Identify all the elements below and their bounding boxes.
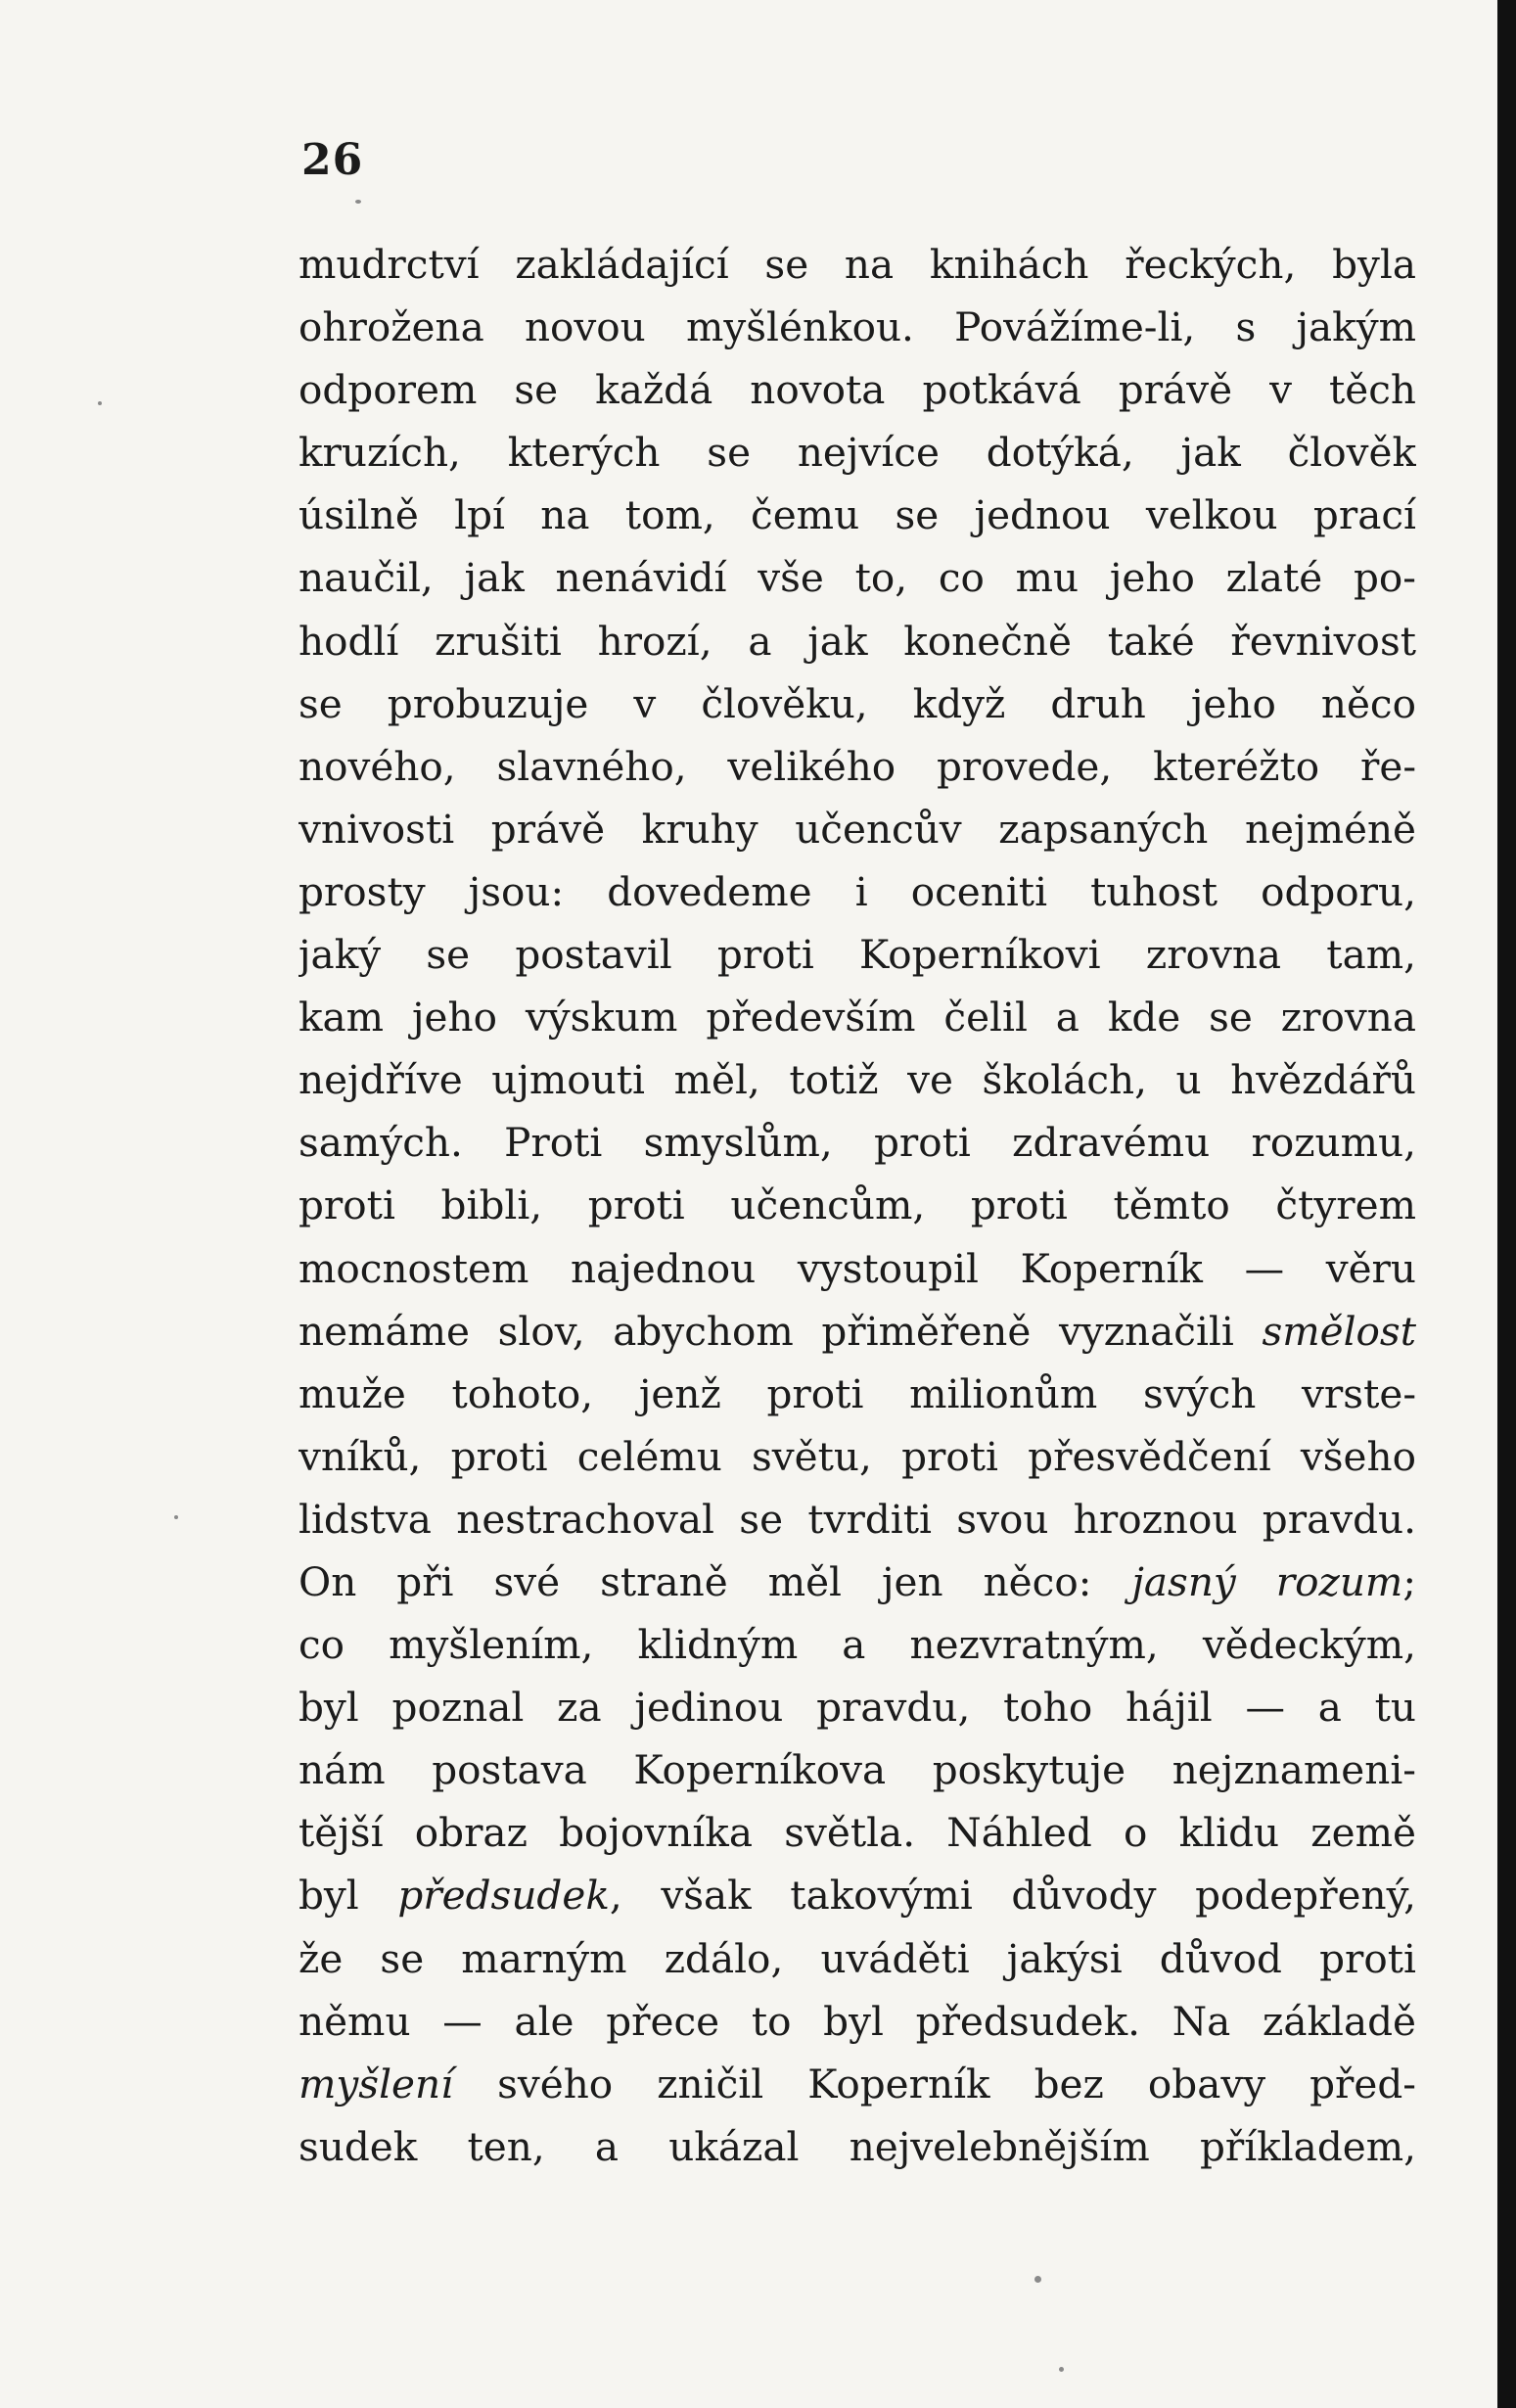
- text-line: [299, 421, 1416, 484]
- text-run: , však takovými důvody podepřený,: [609, 1872, 1416, 1920]
- paper-speck: [98, 401, 102, 405]
- text-run: odporem se každá novota potkává právě v těch: [299, 366, 1416, 414]
- text-line: [299, 233, 1416, 296]
- text-line: [299, 2053, 1416, 2115]
- text-line: [299, 1488, 1416, 1551]
- page-number: 26: [301, 135, 364, 185]
- text-run: sudek ten, a ukázal nejvelebnějším příkladem,: [299, 2122, 1416, 2170]
- italic-emphasis: smělost: [1262, 1307, 1416, 1355]
- text-line: [299, 1801, 1416, 1864]
- text-run: tější obraz bojovníka světla. Náhled o klidu země: [299, 1809, 1416, 1857]
- paper-speck: [174, 1515, 178, 1519]
- text-line: [299, 923, 1416, 986]
- text-line: [299, 1927, 1416, 1990]
- text-run: muže tohoto, jenž proti milionům svých vrste-: [299, 1369, 1416, 1417]
- text-line: [299, 1613, 1416, 1676]
- text-line: [299, 798, 1416, 860]
- body-text: [299, 233, 1416, 2178]
- text-line: [299, 1300, 1416, 1363]
- text-run: prosty jsou: dovedeme i oceniti tuhost odporu,: [299, 867, 1416, 915]
- text-run: mudrctví zakládající se na knihách řeckých, byla: [299, 241, 1416, 288]
- text-run: samých. Proti smyslům, proti zdravému rozumu,: [299, 1119, 1416, 1167]
- paper-speck: [1059, 2367, 1064, 2372]
- italic-emphasis: jasný rozum: [1131, 1557, 1403, 1605]
- text-run: nejdříve ujmouti měl, totiž ve školách, u hvězdářů: [299, 1056, 1416, 1104]
- text-line: [299, 860, 1416, 923]
- text-run: lidstva nestrachoval se tvrditi svou hroznou pravdu.: [299, 1495, 1416, 1543]
- text-run: úsilně lpí na tom, čemu se jednou velkou prací: [299, 491, 1416, 539]
- text-line: [299, 1864, 1416, 1926]
- text-run: naučil, jak nenávidí vše to, co mu jeho zlaté po-: [299, 554, 1416, 602]
- text-run: kruzích, kterých se nejvíce dotýká, jak člověk: [299, 429, 1416, 477]
- text-run: hodlí zrušiti hrozí, a jak konečně také řevnivost: [299, 617, 1416, 665]
- text-run: co myšlením, klidným a nezvratným, vědeckým,: [299, 1621, 1416, 1669]
- text-run: mocnostem najednou vystoupil Koperník — věru: [299, 1244, 1416, 1292]
- text-run: že se marným zdálo, uváděti jakýsi důvod proti: [299, 1934, 1416, 1982]
- text-run: ;: [1402, 1557, 1416, 1605]
- text-line: [299, 1174, 1416, 1236]
- text-line: [299, 1990, 1416, 2053]
- text-line: [299, 546, 1416, 609]
- text-line: [299, 2115, 1416, 2178]
- paper-speck: [355, 200, 361, 204]
- text-line: [299, 1738, 1416, 1801]
- text-run: On při své straně měl jen něco:: [299, 1557, 1132, 1605]
- text-line: [299, 1425, 1416, 1488]
- text-line: [299, 1048, 1416, 1111]
- text-run: němu — ale přece to byl předsudek. Na základě: [299, 1997, 1416, 2045]
- text-line: [299, 735, 1416, 798]
- italic-emphasis: myšlení: [299, 2060, 454, 2107]
- text-run: jaký se postavil proti Koperníkovi zrovna tam,: [299, 931, 1416, 979]
- text-run: nemáme slov, abychom přiměřeně vyznačili: [299, 1307, 1263, 1355]
- text-line: [299, 1363, 1416, 1425]
- text-line: [299, 1237, 1416, 1300]
- text-run: kam jeho výskum především čelil a kde se zrovna: [299, 994, 1416, 1042]
- text-line: [299, 296, 1416, 358]
- text-line: [299, 610, 1416, 672]
- text-run: se probuzuje v člověku, když druh jeho něco: [299, 679, 1416, 727]
- text-line: [299, 1551, 1416, 1613]
- text-run: vníků, proti celému světu, proti přesvědčení všeho: [299, 1432, 1416, 1480]
- text-line: [299, 484, 1416, 546]
- text-run: proti bibli, proti učencům, proti těmto čtyrem: [299, 1181, 1416, 1229]
- text-run: svého zničil Koperník bez obavy před-: [453, 2060, 1416, 2107]
- text-run: byl: [299, 1872, 398, 1920]
- text-line: [299, 672, 1416, 735]
- italic-emphasis: předsudek: [397, 1872, 610, 1920]
- text-line: [299, 1676, 1416, 1738]
- text-line: [299, 1111, 1416, 1174]
- text-run: nám postava Koperníkova poskytuje nejznameni-: [299, 1746, 1416, 1794]
- text-run: ohrožena novou myšlénkou. Povážíme-li, s jakým: [299, 303, 1416, 351]
- text-run: nového, slavného, velikého provede, kteréžto ře-: [299, 742, 1416, 790]
- text-run: vnivosti právě kruhy učencův zapsaných nejméně: [299, 805, 1416, 853]
- page-edge-shadow: [1497, 0, 1516, 2408]
- text-line: [299, 986, 1416, 1048]
- text-run: byl poznal za jedinou pravdu, toho hájil — a tu: [299, 1684, 1416, 1732]
- text-line: [299, 358, 1416, 421]
- paper-speck: [1034, 2276, 1041, 2283]
